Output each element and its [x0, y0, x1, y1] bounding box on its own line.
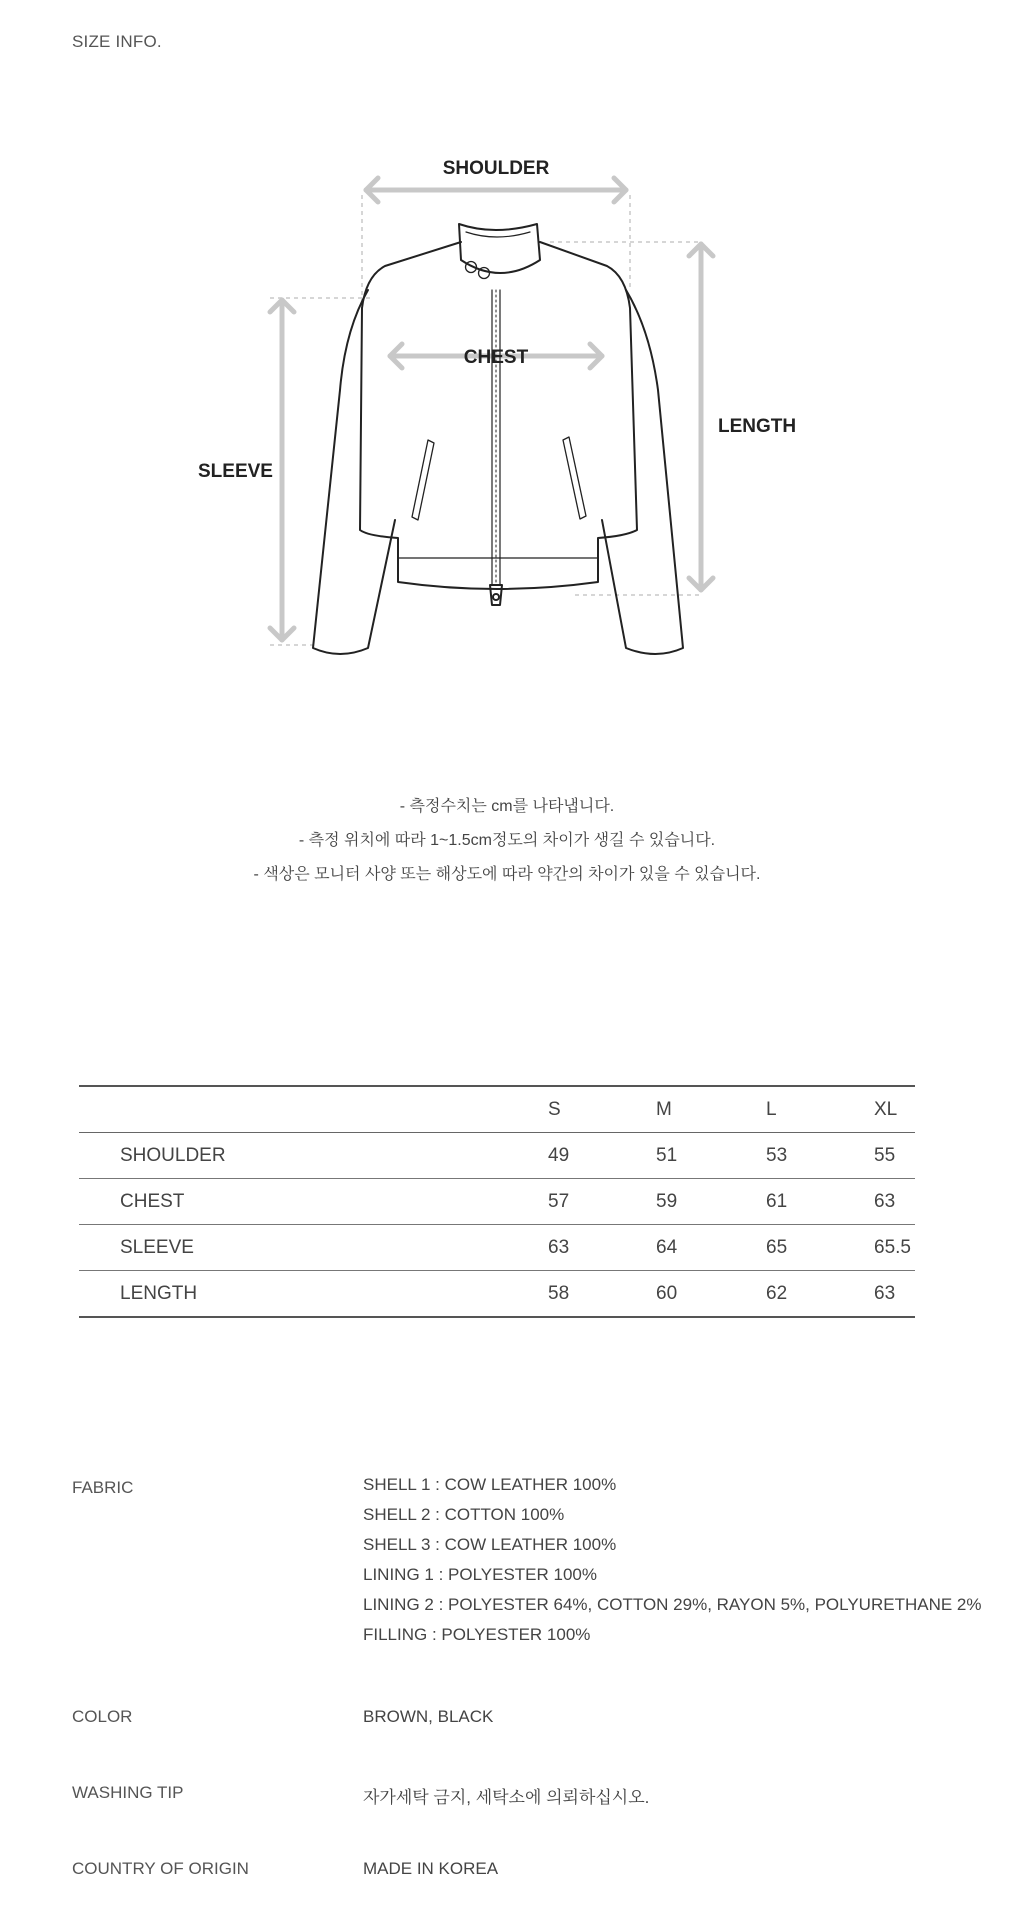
- table-cell: 62: [766, 1282, 788, 1304]
- fabric-line: LINING 1 : POLYESTER 100%: [363, 1565, 597, 1584]
- size-info-title: SIZE INFO.: [72, 32, 162, 51]
- table-row: [79, 1179, 915, 1225]
- table-cell: 64: [656, 1236, 678, 1258]
- length-label: LENGTH: [718, 416, 797, 437]
- table-cell: 63: [874, 1282, 896, 1304]
- fabric-line: FILLING : POLYESTER 100%: [363, 1625, 591, 1644]
- table-cell: 65.5: [874, 1236, 911, 1258]
- jacket-outline: [313, 224, 683, 654]
- table-cell: 55: [874, 1144, 896, 1166]
- table-cell: 63: [548, 1236, 570, 1258]
- table-cell: 63: [874, 1190, 896, 1212]
- size-table-header-blank: [79, 1086, 548, 1133]
- fabric-line: SHELL 3 : COW LEATHER 100%: [363, 1535, 617, 1554]
- table-row: [79, 1271, 915, 1318]
- color-label: COLOR: [72, 1707, 133, 1726]
- table-cell: 49: [548, 1144, 570, 1166]
- washing-tip-value: 자가세탁 금지, 세탁소에 의뢰하십시오.: [363, 1788, 650, 1807]
- size-table: [79, 1085, 915, 1318]
- size-header-l: L: [766, 1098, 777, 1120]
- table-cell: 65: [766, 1236, 788, 1258]
- washing-tip-label: WASHING TIP: [72, 1783, 184, 1802]
- country-of-origin-label: COUNTRY OF ORIGIN: [72, 1859, 249, 1878]
- chest-label: CHEST: [463, 347, 529, 368]
- table-cell: 59: [656, 1190, 678, 1212]
- table-row: [79, 1133, 915, 1179]
- sleeve-label: SLEEVE: [198, 461, 273, 482]
- fabric-label: FABRIC: [72, 1478, 134, 1497]
- shoulder-arrow: [366, 178, 626, 202]
- row-label: LENGTH: [120, 1282, 198, 1304]
- note-line: - 측정 위치에 따라 1~1.5cm정도의 차이가 생길 수 있습니다.: [298, 832, 716, 849]
- table-cell: 51: [656, 1144, 678, 1166]
- note-line: - 색상은 모니터 사양 또는 해상도에 따라 약간의 차이가 있을 수 있습니다.: [253, 866, 761, 883]
- size-header-xl: XL: [874, 1098, 898, 1120]
- country-of-origin-value: MADE IN KOREA: [363, 1859, 499, 1878]
- row-label: SHOULDER: [120, 1144, 226, 1166]
- fabric-line: LINING 2 : POLYESTER 64%, COTTON 29%, RAYON 5%, POLYURETHANE 2%: [363, 1595, 982, 1614]
- measurement-notes: [0, 790, 1014, 892]
- row-label: CHEST: [120, 1190, 185, 1212]
- table-row: [79, 1225, 915, 1271]
- table-cell: 60: [656, 1282, 678, 1304]
- fabric-value: [363, 1470, 981, 1650]
- note-line: - 측정수치는 cm를 나타냅니다.: [399, 798, 615, 815]
- fabric-line: SHELL 2 : COTTON 100%: [363, 1505, 565, 1524]
- sleeve-arrow: [270, 300, 294, 640]
- size-table-header-row: [79, 1086, 915, 1133]
- shoulder-label: SHOULDER: [442, 158, 550, 179]
- fabric-line: SHELL 1 : COW LEATHER 100%: [363, 1475, 617, 1494]
- size-header-s: S: [548, 1098, 561, 1120]
- guide-lines: [270, 195, 700, 645]
- row-label: SLEEVE: [120, 1236, 194, 1258]
- jacket-measurement-diagram: [0, 140, 1014, 700]
- table-cell: 57: [548, 1190, 570, 1212]
- table-cell: 61: [766, 1190, 788, 1212]
- size-header-m: M: [656, 1098, 672, 1120]
- table-cell: 58: [548, 1282, 570, 1304]
- color-value: BROWN, BLACK: [363, 1707, 494, 1726]
- table-cell: 53: [766, 1144, 788, 1166]
- length-arrow: [689, 244, 713, 590]
